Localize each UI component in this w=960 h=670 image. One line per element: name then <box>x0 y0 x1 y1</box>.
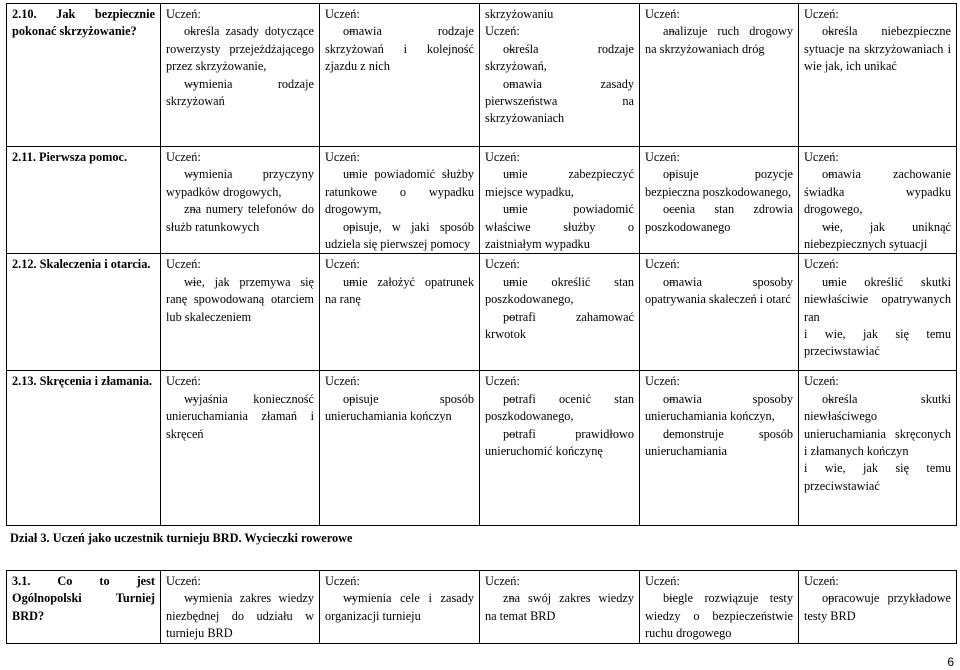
requirement-item: – wymienia zakres wiedzy niezbędnej do udziału w turnieju BRD <box>166 590 314 642</box>
requirement-item: – demonstruje sposób unieruchamiania <box>645 426 793 461</box>
requirement-item: – określa rodzaje skrzyżowań, <box>485 41 634 76</box>
student-label: Uczeń: <box>645 374 680 389</box>
student-label: Uczeń: <box>325 574 360 588</box>
student-label: Uczeń: <box>166 7 201 21</box>
requirement-item: – określa niebezpieczne sytuacje na skrzyżowaniach i wie jak, ich unikać <box>804 23 951 75</box>
student-label: Uczeń: <box>645 574 680 588</box>
student-label: Uczeń: <box>804 257 839 272</box>
section3-table <box>6 570 957 644</box>
requirement-item: – omawia zachowanie świadka wypadku drogowego, <box>804 166 951 218</box>
requirement-item: – opisuje sposób unieruchamiania kończyn <box>325 391 474 426</box>
requirement-item: – potrafi zahamować krwotok <box>485 309 634 344</box>
requirement-item: – omawia rodzaje skrzyżowań i kolejność zjazdu z nich <box>325 23 474 75</box>
continued-text: skrzyżowaniu <box>485 7 554 21</box>
requirement-cell <box>640 371 799 526</box>
table-row <box>7 571 957 644</box>
requirement-cell <box>161 254 320 371</box>
requirement-cell <box>480 4 640 147</box>
student-label: Uczeń: <box>325 257 360 272</box>
requirement-cell <box>799 371 957 526</box>
student-label: Uczeń: <box>804 150 839 164</box>
requirement-cell <box>480 254 640 371</box>
requirement-item: – opracowuje przykładowe testy BRD <box>804 590 951 625</box>
requirement-item: – omawia sposoby unieruchamiania kończyn, <box>645 391 793 426</box>
requirement-item: – opisuje, w jaki sposób udziela się pierwszej pomocy <box>325 219 474 254</box>
student-label: Uczeń: <box>645 150 680 164</box>
requirement-item: – omawia zasady pierwszeństwa na skrzyżowaniach <box>485 76 634 128</box>
requirement-item: – umie określić stan poszkodowanego, <box>485 274 634 309</box>
requirement-item: – zna numery telefonów do służb ratunkowych <box>166 201 314 236</box>
student-label: Uczeń: <box>166 257 201 272</box>
student-label: Uczeń: <box>485 374 520 389</box>
requirement-item: – omawia sposoby opatrywania skaleczeń i otarć <box>645 274 793 309</box>
requirement-item: – umie powiadomić właściwe służby o zaistniałym wypadku <box>485 201 634 253</box>
requirement-cell <box>480 571 640 644</box>
student-label: Uczeń: <box>485 257 520 272</box>
requirement-cell <box>161 4 320 147</box>
requirement-item: i wie, jak się temu przeciwstawiać <box>804 461 951 493</box>
requirement-item: – wymienia rodzaje skrzyżowań <box>166 76 314 111</box>
student-label: Uczeń: <box>645 257 680 272</box>
requirement-cell <box>640 254 799 371</box>
requirement-cell <box>640 571 799 644</box>
requirement-cell <box>161 371 320 526</box>
student-label: Uczeń: <box>166 150 201 164</box>
page-number: 6 <box>947 655 954 669</box>
requirement-item: – wymienia cele i zasady organizacji turnieju <box>325 590 474 625</box>
requirement-cell <box>161 571 320 644</box>
requirement-item: – określa zasady dotyczące rowerzysty przejeżdżającego przez skrzyżowanie, <box>166 23 314 75</box>
requirement-cell <box>320 147 480 254</box>
table-row <box>7 147 957 254</box>
topic-cell: 2.13. Skręcenia i złamania. <box>7 371 161 526</box>
topic-cell: 2.11. Pierwsza pomoc. <box>7 147 161 254</box>
requirement-cell <box>320 571 480 644</box>
student-label: Uczeń: <box>804 7 839 21</box>
requirement-cell <box>480 371 640 526</box>
table-row <box>7 4 957 147</box>
requirement-cell <box>320 371 480 526</box>
requirement-item: – umie założyć opatrunek na ranę <box>325 274 474 309</box>
topic-cell: 2.10. Jak bezpiecznie pokonać skrzyżowanie? <box>7 4 161 147</box>
requirement-cell <box>640 147 799 254</box>
requirement-item: i wie, jak się temu przeciwstawiać <box>804 327 951 359</box>
requirement-cell <box>799 571 957 644</box>
requirement-item: – opisuje pozycje bezpieczna poszkodowanego, <box>645 166 793 201</box>
requirement-item: – analizuje ruch drogowy na skrzyżowaniach dróg <box>645 23 793 58</box>
requirement-item: – umie zabezpieczyć miejsce wypadku, <box>485 166 634 201</box>
student-label: Uczeń: <box>325 150 360 164</box>
student-label: Uczeń: <box>485 24 520 39</box>
requirement-item: – umie określić skutki niewłaściwie opatrywanych ran <box>804 274 951 326</box>
student-label: Uczeń: <box>166 574 201 588</box>
student-label: Uczeń: <box>804 574 839 588</box>
topic-cell: 2.12. Skaleczenia i otarcia. <box>7 254 161 371</box>
topic-cell: 3.1. Co to jest Ogólnopolski Turniej BRD? <box>7 571 161 644</box>
section3-table-body <box>7 571 957 644</box>
requirement-item: – wymienia przyczyny wypadków drogowych, <box>166 166 314 201</box>
student-label: Uczeń: <box>485 150 520 164</box>
curriculum-table-body <box>7 4 957 526</box>
section-header: Dział 3. Uczeń jako uczestnik turnieju BRD. Wycieczki rowerowe <box>10 531 353 545</box>
curriculum-table <box>6 3 957 526</box>
table-row <box>7 371 957 526</box>
requirement-cell <box>320 4 480 147</box>
student-label: Uczeń: <box>166 374 201 389</box>
requirement-item: – biegle rozwiązuje testy wiedzy o bezpieczeństwie ruchu drogowego <box>645 590 793 642</box>
requirement-cell <box>320 254 480 371</box>
student-label: Uczeń: <box>325 374 360 389</box>
requirement-cell <box>480 147 640 254</box>
requirement-item: – wyjaśnia konieczność unieruchamiania złamań i skręceń <box>166 391 314 443</box>
requirement-cell <box>640 4 799 147</box>
student-label: Uczeń: <box>645 7 680 21</box>
requirement-item: – zna swój zakres wiedzy na temat BRD <box>485 590 634 625</box>
requirement-item: – określa skutki niewłaściwego unieruchamiania skręconych i złamanych kończyn <box>804 391 951 461</box>
requirement-item: – potrafi ocenić stan poszkodowanego, <box>485 391 634 426</box>
requirement-cell <box>799 147 957 254</box>
requirement-item: – ocenia stan zdrowia poszkodowanego <box>645 201 793 236</box>
requirement-item: – umie powiadomić służby ratunkowe o wypadku drogowym, <box>325 166 474 218</box>
requirement-item: – wie, jak przemywa się ranę spowodowaną otarciem lub skaleczeniem <box>166 274 314 326</box>
student-label: Uczeń: <box>485 574 520 588</box>
requirement-item: – wie, jak uniknąć niebezpiecznych sytuacji <box>804 219 951 254</box>
requirement-cell <box>799 4 957 147</box>
table-row <box>7 254 957 371</box>
requirement-cell <box>799 254 957 371</box>
student-label: Uczeń: <box>804 374 839 389</box>
requirement-cell <box>161 147 320 254</box>
requirement-item: – potrafi prawidłowo unieruchomić kończynę <box>485 426 634 461</box>
student-label: Uczeń: <box>325 7 360 21</box>
